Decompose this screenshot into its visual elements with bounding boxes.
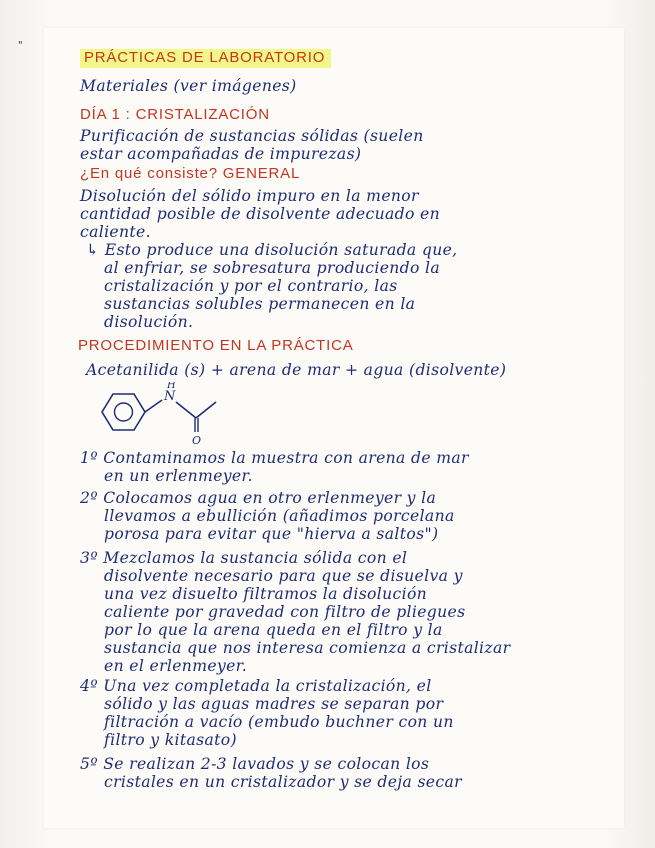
arrow-line-2: al enfriar, se sobresatura produciendo la	[104, 259, 441, 277]
arrow-line-4: sustancias solubles permanecen en la	[104, 295, 416, 313]
procedimiento-heading: PROCEDIMIENTO EN LA PRÁCTICA	[78, 337, 354, 354]
benzene-ring	[102, 394, 145, 430]
oxygen-label: O	[192, 434, 202, 446]
arrow-line-1: ↳ Esto produce una disolución saturada que,	[86, 241, 458, 259]
step-3-line-3: una vez disuelto filtramos la disolución	[104, 585, 428, 603]
dia1-line-2: estar acompañadas de impurezas)	[80, 145, 362, 163]
step-1-line-2: en un erlenmeyer.	[104, 467, 253, 485]
step-4-line-4: filtro y kitasato)	[104, 731, 237, 749]
bond-ring-n	[145, 400, 162, 412]
consiste-line-3: caliente.	[80, 223, 151, 241]
consiste-line-2: cantidad posible de disolvente adecuado en	[80, 205, 440, 223]
materiales-line: Materiales (ver imágenes)	[80, 77, 297, 95]
page-title	[80, 48, 331, 68]
arrow-line-3: cristalización y por el contrario, las	[104, 277, 398, 295]
step-4-line-3: filtración a vacío (embudo buchner con un	[104, 713, 454, 731]
dia1-heading: DÍA 1 : CRISTALIZACIÓN	[80, 106, 270, 123]
step-2-line-2: llevamos a ebullición (añadimos porcelana	[104, 507, 455, 525]
dia1-line-1: Purificación de sustancias sólidas (suelen	[80, 127, 424, 145]
step-5-line-2: cristales en un cristalizador y se deja secar	[104, 773, 462, 791]
step-4-line-2: sólido y las aguas madres se separan por	[104, 695, 444, 713]
title-highlight: PRÁCTICAS DE LABORATORIO	[80, 49, 331, 68]
step-5-line-1: 5º Se realizan 2-3 lavados y se colocan los	[80, 755, 430, 773]
step-2-line-1: 2º Colocamos agua en otro erlenmeyer y la	[80, 489, 437, 507]
corner-mark: "	[18, 40, 24, 51]
step-2-line-3: porosa para evitar que "hierva a saltos")	[104, 525, 439, 543]
consiste-heading: ¿En qué consiste? GENERAL	[80, 165, 301, 182]
step-3-line-5: por lo que la arena queda en el filtro y la	[104, 621, 443, 639]
nitrogen-label: N	[164, 389, 176, 404]
hydrogen-label: H	[167, 382, 176, 391]
step-3-line-4: caliente por gravedad con filtro de pliegues	[104, 603, 466, 621]
step-3-line-1: 3º Mezclamos la sustancia sólida con el	[80, 549, 408, 567]
bond-n-c	[176, 402, 196, 418]
bond-c-ch3	[196, 402, 216, 418]
step-4-line-1: 4º Una vez completada la cristalización, el	[80, 677, 432, 695]
step-3-line-2: disolvente necesario para que se disuelva y	[104, 567, 463, 585]
step-1-line-1: 1º Contaminamos la muestra con arena de mar	[80, 449, 469, 467]
step-3-line-7: en el erlenmeyer.	[104, 657, 248, 675]
step-3-line-6: sustancia que nos interesa comienza a cristalizar	[104, 639, 511, 657]
procedimiento-line: Acetanilida (s) + arena de mar + agua (disolvente)	[86, 361, 507, 379]
arrow-line-5: disolución.	[104, 313, 194, 331]
aromatic-circle	[115, 403, 133, 421]
consiste-line-1: Disolución del sólido impuro en la menor	[80, 187, 419, 205]
acetanilide-structure	[98, 382, 248, 446]
